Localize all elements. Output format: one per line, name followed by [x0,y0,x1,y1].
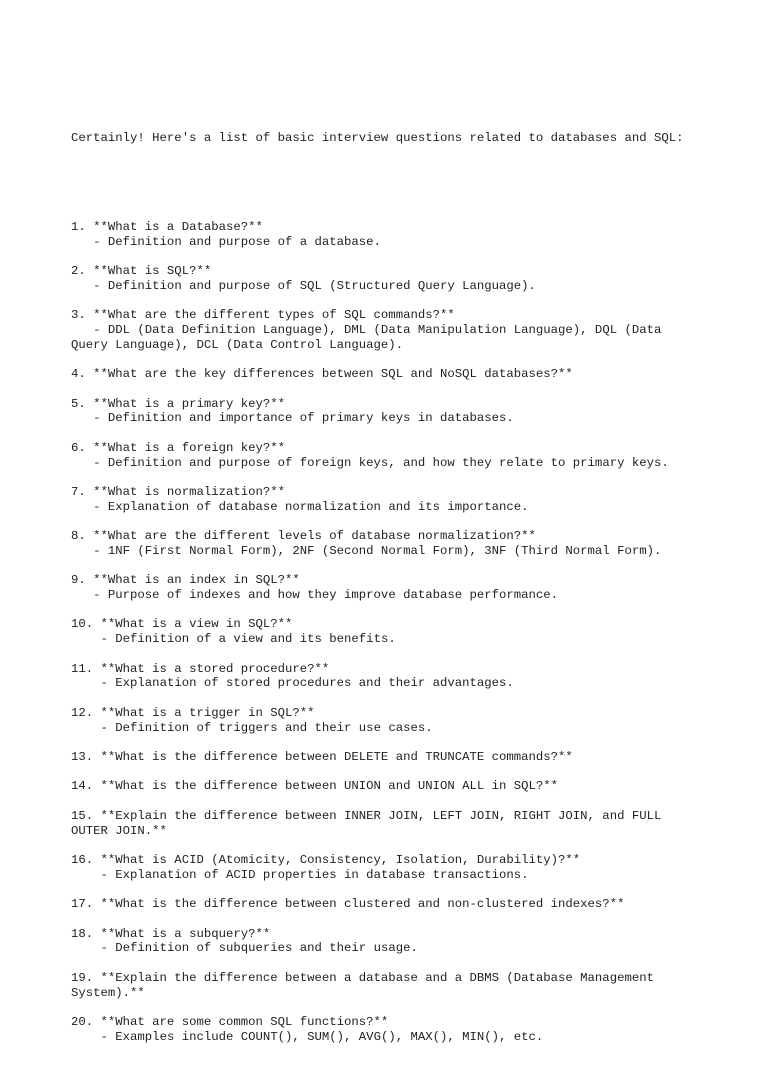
question-detail: System).** [71,985,145,1000]
question-detail: - 1NF (First Normal Form), 2NF (Second Normal Form), 3NF (Third Normal Form). [71,543,662,558]
question-heading: 19. **Explain the difference between a database and a DBMS (Database Management [71,970,654,985]
question-heading: 9. **What is an index in SQL?** [71,573,300,588]
question-detail: - Definition of subqueries and their usage. [71,941,418,956]
question-item [71,927,711,957]
question-detail: - Definition and purpose of foreign keys, and how they relate to primary keys. [71,455,669,470]
question-detail: - Purpose of indexes and how they improve database performance. [71,588,559,603]
question-detail: Query Language), DCL (Data Control Language). [71,337,404,352]
question-heading: 14. **What is the difference between UNION and UNION ALL in SQL?** [71,779,559,794]
question-item [71,485,711,515]
question-item [71,441,711,471]
question-detail: - DDL (Data Definition Language), DML (Data Manipulation Language), DQL (Data [71,322,662,337]
question-heading: 7. **What is normalization?** [71,484,286,499]
question-heading: 16. **What is ACID (Atomicity, Consistency, Isolation, Durability)?** [71,852,581,867]
question-item [71,750,711,765]
question-detail: - Definition of triggers and their use cases. [71,720,433,735]
question-heading: 12. **What is a trigger in SQL?** [71,705,315,720]
question-heading: 5. **What is a primary key?** [71,396,286,411]
question-detail: - Explanation of stored procedures and their advantages. [71,676,514,691]
question-list [71,220,711,1045]
question-item [71,264,711,294]
question-heading: 17. **What is the difference between clustered and non-clustered indexes?** [71,897,625,912]
question-item [71,308,711,352]
question-detail: - Explanation of ACID properties in database transactions. [71,867,529,882]
question-heading: 11. **What is a stored procedure?** [71,661,330,676]
question-item [71,853,711,883]
question-item [71,809,711,839]
question-detail: - Definition and purpose of SQL (Structured Query Language). [71,278,536,293]
question-heading: 10. **What is a view in SQL?** [71,617,293,632]
question-heading: 3. **What are the different types of SQL commands?** [71,308,455,323]
question-item [71,617,711,647]
question-item [71,220,711,250]
question-detail: - Definition and importance of primary keys in databases. [71,411,514,426]
question-item [71,367,711,382]
question-item [71,529,711,559]
question-item [71,897,711,912]
intro-text: Certainly! Here's a list of basic interview questions related to databases and SQL: [71,131,684,146]
question-item [71,397,711,427]
question-heading: 20. **What are some common SQL functions?** [71,1014,389,1029]
question-heading: 15. **Explain the difference between INNER JOIN, LEFT JOIN, RIGHT JOIN, and FULL [71,808,662,823]
document-body [71,72,711,1074]
question-detail: - Examples include COUNT(), SUM(), AVG(), MAX(), MIN(), etc. [71,1029,544,1044]
question-detail: - Explanation of database normalization and its importance. [71,499,529,514]
question-item [71,971,711,1001]
question-heading: 13. **What is the difference between DELETE and TRUNCATE commands?** [71,750,573,765]
question-item [71,706,711,736]
question-heading: 1. **What is a Database?** [71,219,263,234]
question-heading: 4. **What are the key differences between SQL and NoSQL databases?** [71,367,573,382]
question-detail: - Definition and purpose of a database. [71,234,381,249]
question-item [71,779,711,794]
question-detail: OUTER JOIN.** [71,823,167,838]
question-heading: 8. **What are the different levels of database normalization?** [71,529,536,544]
question-item [71,1015,711,1045]
question-heading: 2. **What is SQL?** [71,263,212,278]
question-item [71,662,711,692]
question-detail: - Definition of a view and its benefits. [71,632,396,647]
intro-paragraph [71,102,711,176]
question-heading: 18. **What is a subquery?** [71,926,271,941]
question-heading: 6. **What is a foreign key?** [71,440,286,455]
question-item [71,573,711,603]
